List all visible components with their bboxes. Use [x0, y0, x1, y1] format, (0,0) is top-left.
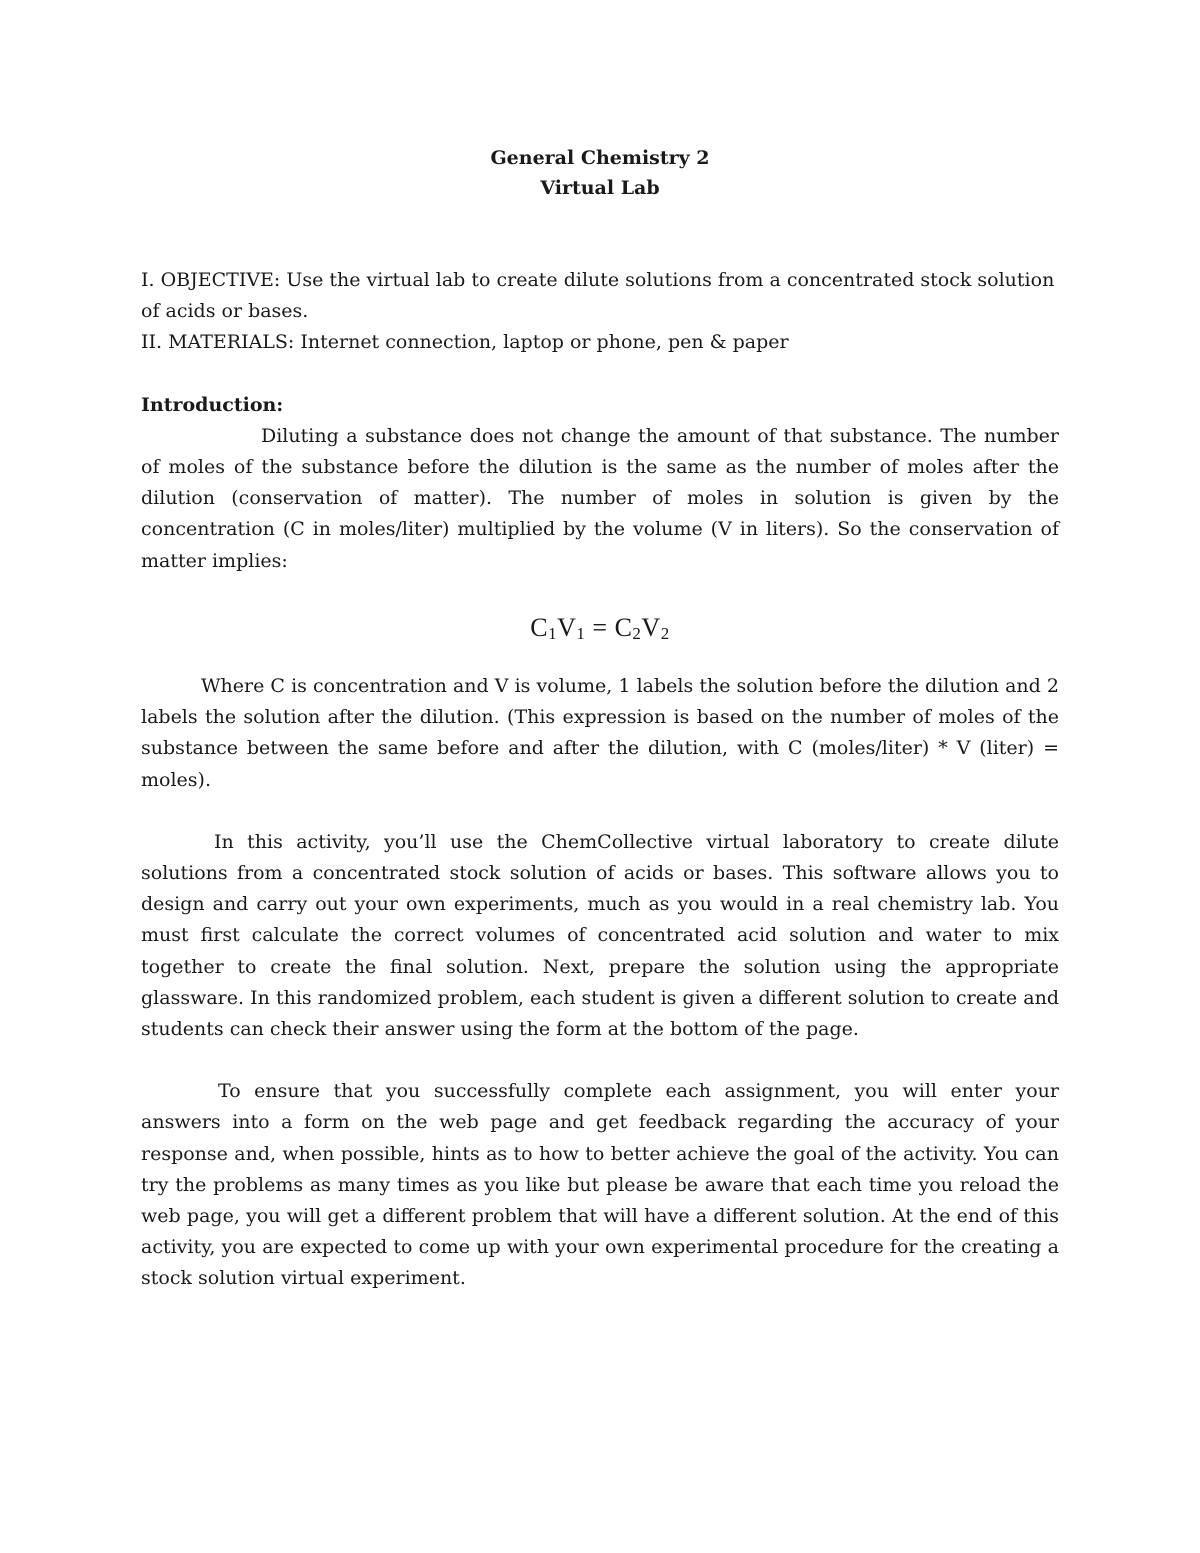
- equation-c1: C: [530, 612, 549, 642]
- equation-sub-4: 2: [660, 623, 670, 643]
- intro-paragraph-1: Diluting a substance does not change the amount of that substance. The number of moles of the substance before the dilution is the same as the number of moles after the dilution (conservation of matter). The number of moles in solution is given by the concentration (C in moles/liter) multiplied by the volume (V in liters). So the conservation of matter implies:: [141, 424, 1059, 572]
- intro-paragraph-4: To ensure that you successfully complete each assignment, you will enter your answers into a form on the web page and get feedback regarding the accuracy of your response and, when possible, hints as to how to better achieve the goal of the activity. You can try the problems as many times as you like but please be aware that each time you reload the web page, you will get a different problem that will have a different solution. At the end of this activity, you are expected to come up with your own experimental procedure for the creating a stock solution virtual experiment.: [141, 1080, 1059, 1290]
- objective-text: I. OBJECTIVE: Use the virtual lab to create dilute solutions from a concentrated stock solution of acids or bases.: [141, 269, 1055, 323]
- materials-text: II. MATERIALS: Internet connection, laptop or phone, pen & paper: [141, 331, 789, 354]
- document-body: [141, 143, 1059, 1295]
- document-title: General Chemistry 2: [490, 147, 710, 169]
- equation-v1: V: [557, 612, 577, 642]
- document-subtitle: Virtual Lab: [540, 177, 660, 199]
- equation-sub-3: 2: [632, 623, 642, 643]
- equation-sub-1: 1: [548, 623, 558, 643]
- dilution-equation: [141, 612, 1059, 649]
- title-block: [141, 143, 1059, 203]
- equation-v2: V: [641, 612, 661, 642]
- equation-sub-2: 1: [576, 623, 586, 643]
- intro-paragraph-3: In this activity, you’ll use the ChemCollective virtual laboratory to create dilute solutions from a concentrated stock solution of acids or bases. This software allows you to design and carry out your own experiments, much as you would in a real chemistry lab. You must first calculate the correct volumes of concentrated acid solution and water to mix together to create the final solution. Next, prepare the solution using the appropriate glassware. In this randomized problem, each student is given a different solution to create and students can check their answer using the form at the bottom of the page.: [141, 830, 1059, 1041]
- equation-equals: =: [585, 612, 615, 642]
- introduction-heading: Introduction:: [141, 393, 284, 416]
- equation-c2: C: [614, 612, 633, 642]
- intro-paragraph-2: Where C is concentration and V is volume, 1 labels the solution before the dilution and 2 labels the solution after the dilution. (This expression is based on the number of moles of the substance between the same before and after the dilution, with C (moles/liter) * V (liter) = moles).: [141, 675, 1059, 791]
